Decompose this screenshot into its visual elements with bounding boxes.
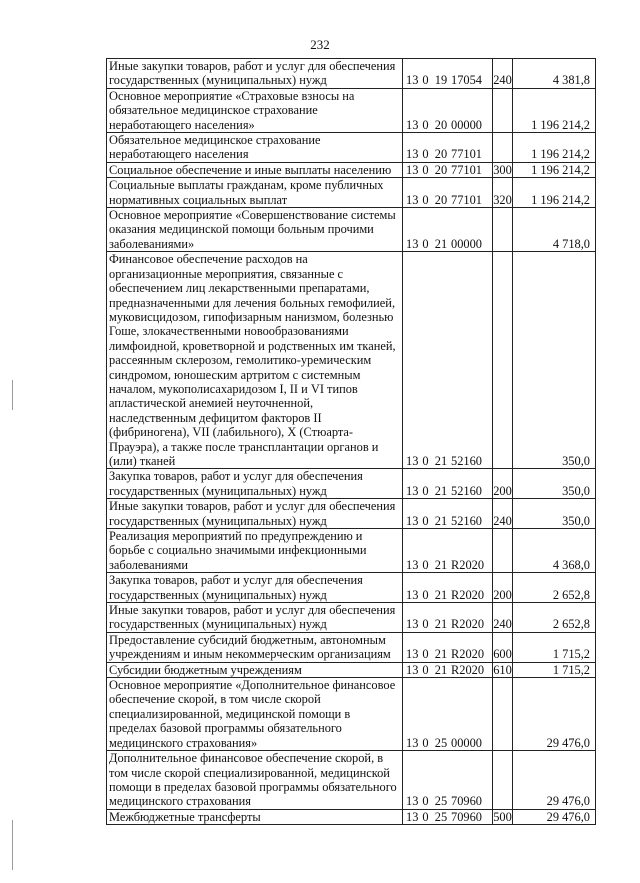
budget-table-body: [107, 59, 596, 825]
table-row: [107, 88, 596, 132]
row-name: Обязательное медицинское страхование неработающего населения: [107, 133, 403, 163]
target-article-code: [403, 133, 493, 163]
subprogram-code: 0: [422, 617, 429, 632]
expense-type-code: 500: [493, 809, 512, 824]
program-code: 13: [406, 483, 419, 498]
table-row: [107, 603, 596, 633]
target-article-code: [403, 603, 493, 633]
target-article-code: [403, 162, 493, 177]
target-article-code: [403, 632, 493, 662]
row-name: Основное мероприятие «Дополнительное финансовое обеспечение скорой, в том числе скорой специализированной, медицинской помощи в пределах базовой программы обязательного медицинского страхования»: [107, 678, 403, 751]
program-code: 13: [406, 794, 419, 809]
direction-code: 70960: [451, 809, 482, 824]
target-article-code: [403, 678, 493, 751]
row-name: Социальные выплаты гражданам, кроме публичных нормативных социальных выплат: [107, 178, 403, 208]
table-row: [107, 632, 596, 662]
target-article-code: [403, 178, 493, 208]
table-row: [107, 162, 596, 177]
table-row: [107, 751, 596, 810]
row-name: Финансовое обеспечение расходов на организационные мероприятия, связанные с обеспечением лиц лекарственными препаратами, предназначенными для лечения больных гемофилией, муковисцидозом, гипофизарным нанизмом, болезнью Гоше, злокачественными новообразованиями лимфоидной, кроветворной и родственных им тканей, рассеянным склерозом, гемолитико-уремическим синдромом, юношеским артритом с системным началом, мукополисахаридозом I, II и VI типов апластической анемией неуточненной, наследственным дефицитом факторов II (фибриногена), VII (лабильного), X (Стюарта-Прауэра), а также после трансплантации органов и (или) тканей: [107, 252, 403, 469]
target-article-code: [403, 59, 493, 89]
expense-type-code: 240: [493, 59, 513, 89]
target-article-code: [403, 252, 493, 469]
amount: 1 196 214,2: [513, 133, 596, 163]
program-code: 13: [406, 117, 419, 132]
program-code: 13: [406, 513, 419, 528]
program-code: 13: [406, 809, 419, 824]
event-code: 19: [434, 73, 448, 88]
program-code: 13: [406, 192, 419, 207]
row-name: Иные закупки товаров, работ и услуг для обеспечения государственных (муниципальных) нужд: [107, 499, 403, 529]
amount: 4 381,8: [513, 59, 596, 89]
program-code: 13: [406, 73, 419, 88]
expense-type-code: 600: [493, 632, 513, 662]
program-code: 13: [406, 647, 419, 662]
subprogram-code: 0: [422, 587, 429, 602]
table-row: [107, 662, 596, 677]
event-code: 20: [434, 162, 448, 177]
direction-code: 00000: [451, 117, 482, 132]
direction-code: 70960: [451, 794, 482, 809]
direction-code: 00000: [451, 735, 482, 750]
event-code: 21: [434, 662, 448, 677]
event-code: 21: [434, 587, 448, 602]
target-article-code: [403, 529, 493, 573]
expense-type-code: [493, 678, 513, 751]
expense-type-code: [493, 529, 513, 573]
amount: 4 718,0: [513, 208, 596, 252]
subprogram-code: 0: [422, 557, 429, 572]
amount: 4 368,0: [513, 529, 596, 573]
event-code: 21: [434, 513, 448, 528]
subprogram-code: 0: [422, 236, 429, 251]
row-name: Реализация мероприятий по предупреждению и борьбе с социально значимыми инфекционными заболеваниями: [107, 529, 403, 573]
target-article-code: [403, 809, 493, 824]
subprogram-code: 0: [422, 483, 429, 498]
subprogram-code: 0: [422, 162, 429, 177]
program-code: 13: [406, 587, 419, 602]
target-article-code: [403, 499, 493, 529]
event-code: 20: [434, 117, 448, 132]
table-row: [107, 573, 596, 603]
target-article-code: [403, 751, 493, 810]
row-name: Дополнительное финансовое обеспечение скорой, в том числе скорой специализированной, медицинской помощи в пределах базовой программы обязательного медицинского страхования: [107, 751, 403, 810]
amount: 1 196 214,2: [513, 162, 596, 177]
scan-margin-line: [12, 380, 13, 410]
event-code: 21: [434, 453, 448, 468]
event-code: 21: [434, 236, 448, 251]
amount: 350,0: [513, 469, 596, 499]
amount: 29 476,0: [513, 809, 596, 824]
table-row: [107, 809, 596, 824]
direction-code: 77101: [451, 192, 482, 207]
direction-code: 77101: [451, 162, 482, 177]
subprogram-code: 0: [422, 453, 429, 468]
table-row: [107, 499, 596, 529]
row-name: Основное мероприятие «Совершенствование системы оказания медицинской помощи больным прочими заболеваниями»: [107, 208, 403, 252]
amount: 1 715,2: [513, 632, 596, 662]
expense-type-code: [493, 88, 513, 132]
subprogram-code: 0: [422, 735, 429, 750]
event-code: 25: [434, 809, 448, 824]
direction-code: 52160: [451, 513, 482, 528]
table-row: [107, 678, 596, 751]
expense-type-code: 200: [493, 469, 513, 499]
amount: 1 196 214,2: [513, 88, 596, 132]
subprogram-code: 0: [422, 117, 429, 132]
program-code: 13: [406, 147, 419, 162]
event-code: 21: [434, 557, 448, 572]
expense-type-code: 240: [493, 499, 513, 529]
scan-margin-line: [12, 820, 13, 870]
amount: 1 196 214,2: [513, 178, 596, 208]
event-code: 21: [434, 483, 448, 498]
program-code: 13: [406, 617, 419, 632]
program-code: 13: [406, 162, 419, 177]
program-code: 13: [406, 453, 419, 468]
program-code: 13: [406, 557, 419, 572]
row-name: Основное мероприятие «Страховые взносы на обязательное медицинское страхование неработающего населения»: [107, 88, 403, 132]
direction-code: R2020: [451, 587, 485, 602]
target-article-code: [403, 88, 493, 132]
amount: 350,0: [513, 499, 596, 529]
amount: 1 715,2: [513, 662, 596, 677]
expense-type-code: [493, 208, 513, 252]
program-code: 13: [406, 662, 419, 677]
direction-code: 00000: [451, 236, 482, 251]
event-code: 25: [434, 735, 448, 750]
subprogram-code: 0: [422, 647, 429, 662]
table-row: [107, 529, 596, 573]
subprogram-code: 0: [422, 73, 429, 88]
subprogram-code: 0: [422, 794, 429, 809]
subprogram-code: 0: [422, 513, 429, 528]
target-article-code: [403, 469, 493, 499]
expense-type-code: 610: [493, 662, 512, 677]
page-number: 232: [310, 37, 330, 52]
expense-type-code: 300: [493, 162, 512, 177]
subprogram-code: 0: [422, 192, 429, 207]
table-row: [107, 178, 596, 208]
budget-table: [106, 58, 596, 825]
amount: 350,0: [513, 252, 596, 469]
direction-code: 52160: [451, 483, 482, 498]
target-article-code: [403, 208, 493, 252]
row-name: Закупка товаров, работ и услуг для обеспечения государственных (муниципальных) нужд: [107, 469, 403, 499]
row-name: Межбюджетные трансферты: [107, 809, 403, 824]
expense-type-code: 240: [493, 603, 513, 633]
expense-type-code: [493, 133, 513, 163]
expense-type-code: [493, 252, 513, 469]
row-name: Субсидии бюджетным учреждениям: [107, 662, 403, 677]
row-name: Предоставление субсидий бюджетным, автономным учреждениям и иным некоммерческим организациям: [107, 632, 403, 662]
amount: 2 652,8: [513, 603, 596, 633]
direction-code: 52160: [451, 453, 482, 468]
table-row: [107, 252, 596, 469]
target-article-code: [403, 662, 493, 677]
row-name: Социальное обеспечение и иные выплаты населению: [107, 162, 403, 177]
expense-type-code: 200: [493, 573, 513, 603]
subprogram-code: 0: [422, 662, 429, 677]
row-name: Закупка товаров, работ и услуг для обеспечения государственных (муниципальных) нужд: [107, 573, 403, 603]
table-row: [107, 133, 596, 163]
table-row: [107, 59, 596, 89]
row-name: Иные закупки товаров, работ и услуг для обеспечения государственных (муниципальных) нужд: [107, 59, 403, 89]
amount: 29 476,0: [513, 678, 596, 751]
row-name: Иные закупки товаров, работ и услуг для обеспечения государственных (муниципальных) нужд: [107, 603, 403, 633]
program-code: 13: [406, 735, 419, 750]
direction-code: R2020: [451, 617, 485, 632]
subprogram-code: 0: [422, 809, 429, 824]
program-code: 13: [406, 236, 419, 251]
subprogram-code: 0: [422, 147, 429, 162]
event-code: 21: [434, 647, 448, 662]
target-article-code: [403, 573, 493, 603]
direction-code: R2020: [451, 557, 485, 572]
direction-code: R2020: [451, 662, 485, 677]
direction-code: 77101: [451, 147, 482, 162]
amount: 29 476,0: [513, 751, 596, 810]
table-row: [107, 208, 596, 252]
table-row: [107, 469, 596, 499]
amount: 2 652,8: [513, 573, 596, 603]
event-code: 21: [434, 617, 448, 632]
expense-type-code: [493, 751, 513, 810]
direction-code: 17054: [451, 73, 482, 88]
direction-code: R2020: [451, 647, 485, 662]
event-code: 25: [434, 794, 448, 809]
expense-type-code: 320: [493, 178, 513, 208]
event-code: 20: [434, 192, 448, 207]
event-code: 20: [434, 147, 448, 162]
